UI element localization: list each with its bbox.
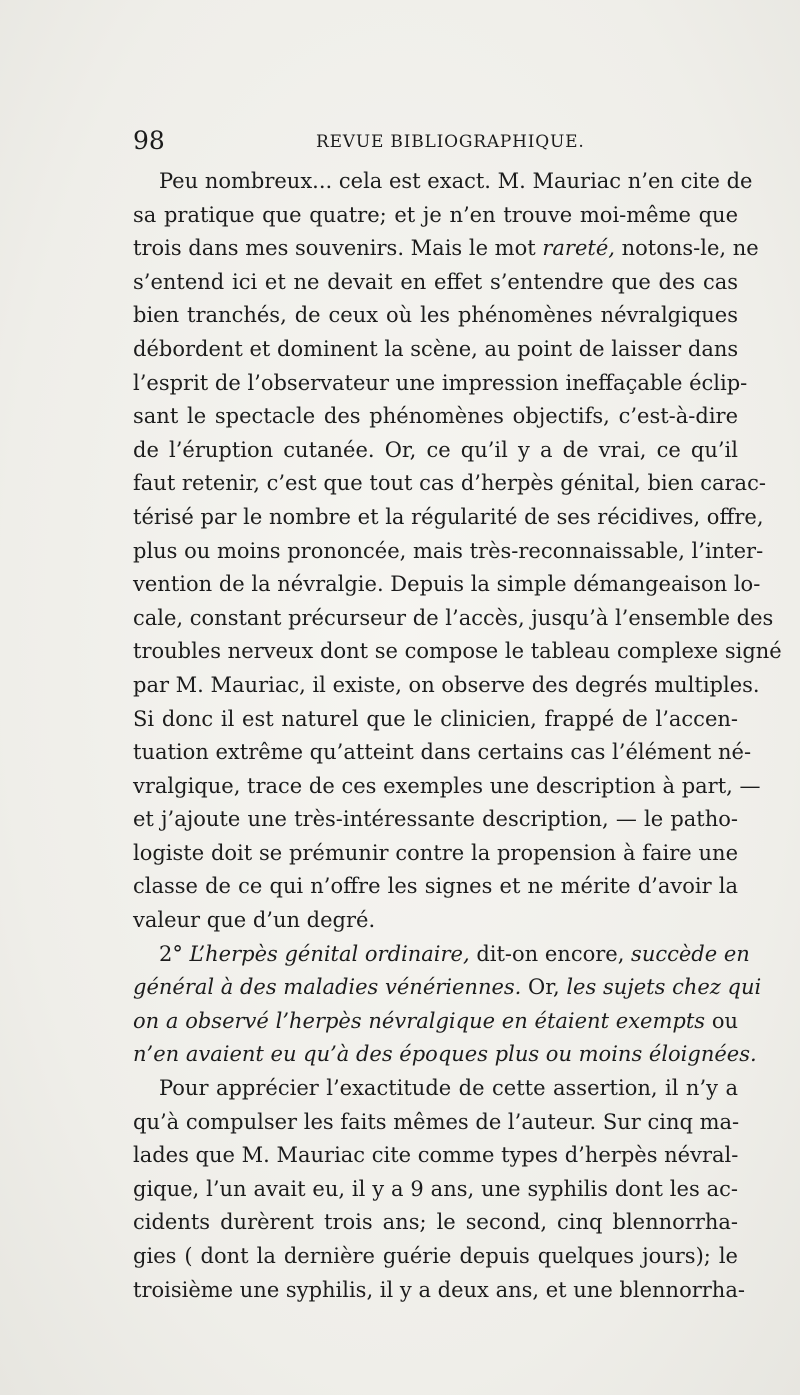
text-line: Peu nombreux... cela est exact. M. Mauriac n’en cite de — [159, 169, 753, 193]
text-line: gies ( dont la dernière guérie depuis quelques jours); le — [133, 1244, 738, 1268]
text-line — [133, 232, 759, 266]
text-line — [133, 1005, 738, 1039]
text-line: plus ou moins prononcée, mais très-reconnaissable, l’inter- — [133, 538, 764, 563]
text-line: térisé par le nombre et la régularité de ses récidives, offre, — [133, 504, 764, 529]
italic-run: L’herpès génital ordinaire, — [189, 941, 470, 966]
text-line: Pour apprécier l’exactitude de cette assertion, il n’y a — [159, 1076, 738, 1101]
text-line: n’en avaient eu qu’à des époques plus ou moins éloignées. — [133, 1042, 757, 1067]
text-line: bien tranchés, de ceux où les phénomènes névralgiques — [133, 303, 738, 328]
text-line: tuation extrême qu’atteint dans certains cas l’élément né- — [133, 740, 752, 765]
text-run: ou — [705, 1008, 738, 1033]
text-line: valeur que d’un degré. — [133, 908, 376, 933]
text-line: et j’ajoute une très-intéressante description, — le patho- — [133, 807, 738, 832]
text-line: de l’éruption cutanée. Or, ce qu’il y a de vrai, ce qu’il — [133, 437, 738, 462]
text-line: lades que M. Mauriac cite comme types d’herpès névral- — [133, 1143, 739, 1168]
text-line: l’esprit de l’observateur une impression ineffaçable éclip- — [133, 370, 748, 395]
text-line: qu’à compulser les faits mêmes de l’auteur. Sur cinq ma- — [133, 1109, 740, 1134]
text-line: vralgique, trace de ces exemples une description à part, — — [133, 773, 761, 798]
page-header — [133, 124, 745, 158]
text-line: cidents durèrent trois ans; le second, cinq blennorrha- — [133, 1210, 738, 1235]
text-line: gique, l’un avait eu, il y a 9 ans, une syphilis dont les ac- — [133, 1176, 738, 1201]
text-run: trois dans mes souvenirs. Mais le mot — [133, 236, 536, 261]
page-number: 98 — [133, 126, 165, 155]
body-text — [133, 165, 782, 1307]
italic-run: les sujets chez qui — [566, 975, 762, 1000]
italic-run: succède en — [631, 941, 750, 966]
text-line: sa pratique que quatre; et je n’en trouve moi-même que — [133, 202, 738, 227]
text-run: notons-le, ne — [621, 236, 759, 261]
italic-run: on a observé l’herpès névralgique en étaient exempts — [133, 1008, 706, 1033]
text-line: faut retenir, c’est que tout cas d’herpès génital, bien carac- — [133, 471, 766, 496]
text-line: troisième une syphilis, il y a deux ans, et une blennorrha- — [133, 1277, 745, 1302]
italic-run: rareté, — [542, 236, 615, 261]
text-line — [133, 971, 762, 1005]
text-line: cale, constant précurseur de l’accès, jusqu’à l’ensemble des — [133, 605, 774, 630]
text-line: débordent et dominent la scène, au point de laisser dans — [133, 336, 739, 361]
text-line: s’entend ici et ne devait en effet s’entendre que des cas — [133, 269, 738, 294]
text-line: troubles nerveux dont se compose le tableau complexe signé — [133, 639, 782, 664]
text-line: sant le spectacle des phénomènes objectifs, c’est-à-dire — [133, 404, 738, 429]
text-line: Si donc il est naturel que le clinicien, frappé de l’accen- — [133, 706, 738, 731]
text-line: par M. Mauriac, il existe, on observe des degrés multiples. — [133, 672, 760, 697]
text-line — [133, 938, 750, 972]
running-head: REVUE BIBLIOGRAPHIQUE. — [316, 132, 585, 152]
text-run: 2° — [159, 941, 190, 966]
text-line: logiste doit se prémunir contre la propension à faire une — [133, 840, 738, 865]
italic-run: général à des maladies vénériennes. — [133, 975, 522, 1000]
text-line: vention de la névralgie. Depuis la simple démangeaison lo- — [133, 572, 761, 597]
text-run: dit-on encore, — [469, 941, 632, 966]
text-line: classe de ce qui n’offre les signes et ne mérite d’avoir la — [133, 874, 738, 899]
text-run: Or, — [521, 975, 567, 1000]
